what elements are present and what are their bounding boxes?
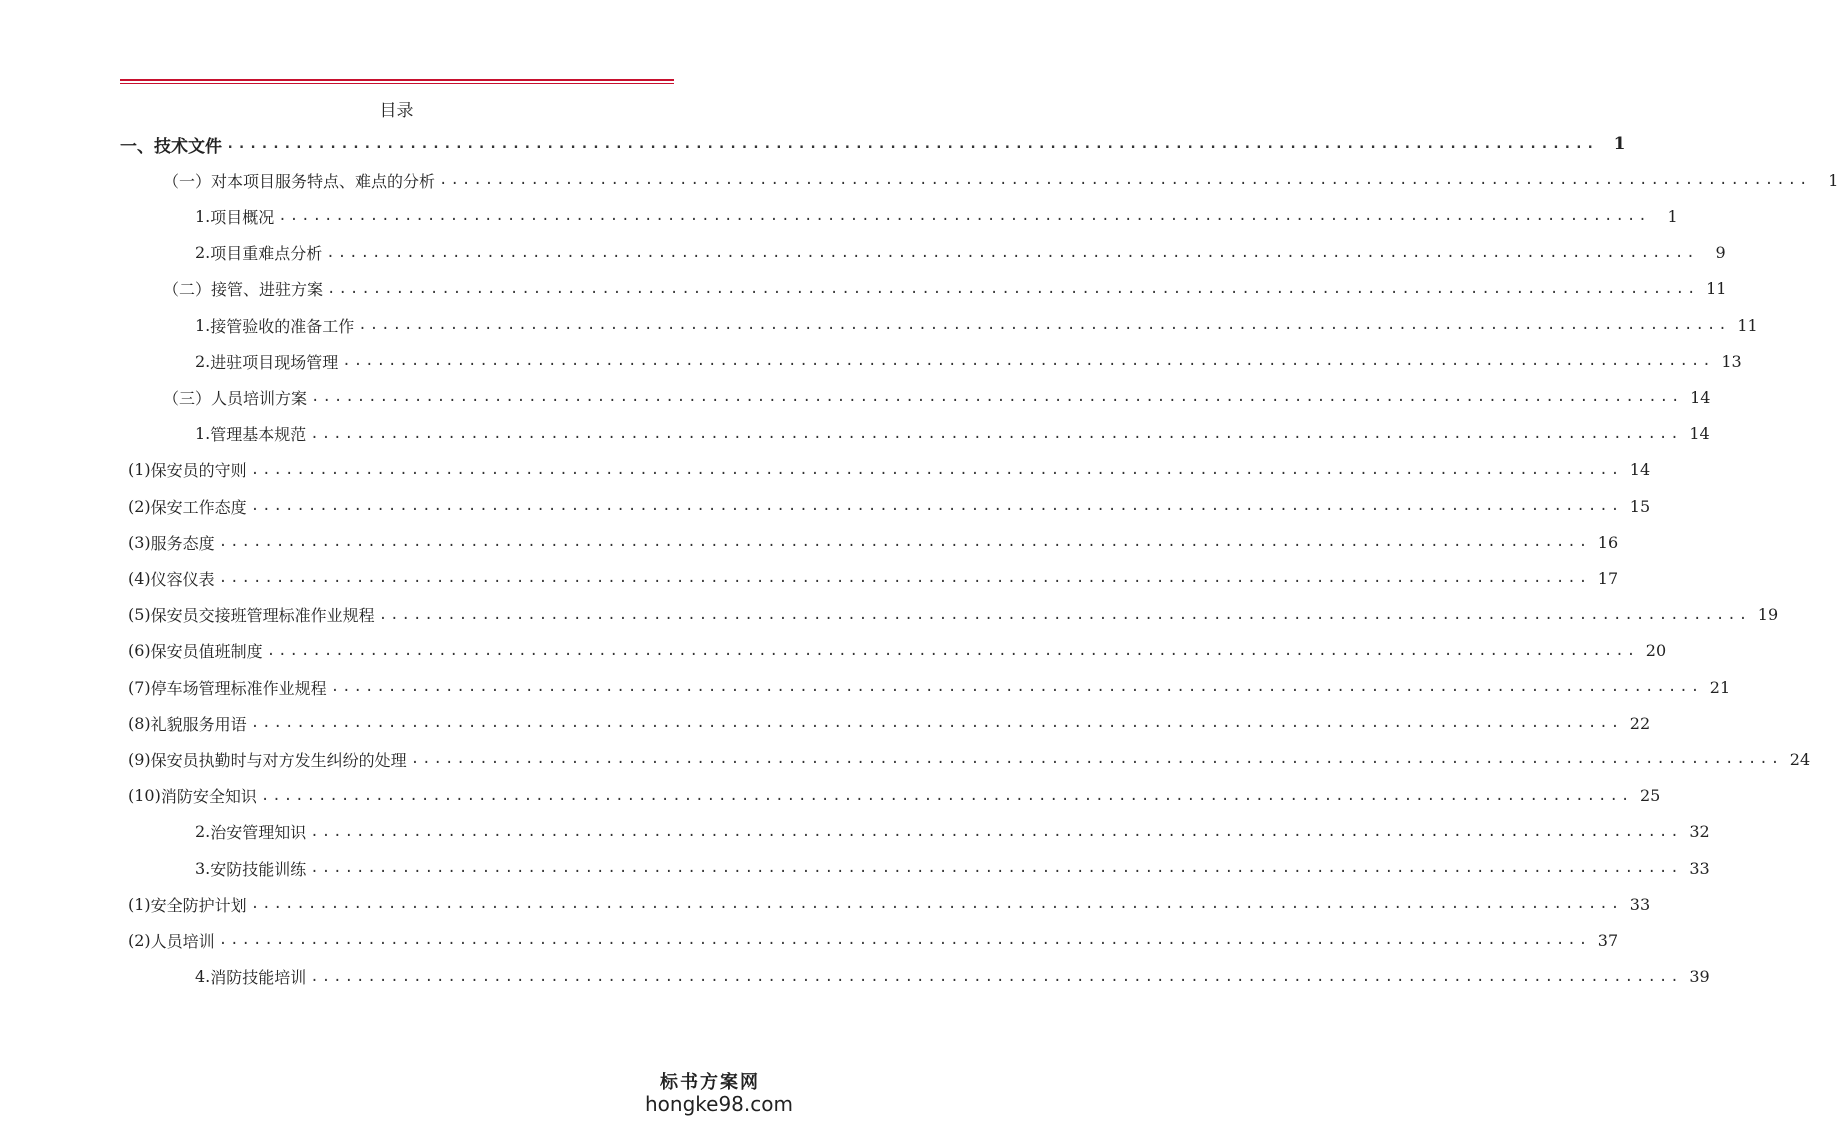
toc-leader-dots: ........................................................................................................................ [342,353,1714,370]
toc-entry-page: 32 [1689,822,1710,842]
toc-entry-page: 14 [1689,424,1710,444]
toc-entry[interactable] [195,198,1678,234]
toc-entry-page: 1 [1828,170,1838,190]
toc-entry-number: (4) [128,568,151,588]
watermark-logo: 标书方案网 [660,1072,760,1093]
toc-entry-page: 33 [1689,858,1710,878]
toc-entry-text: 对本项目服务特点、难点的分析 [211,171,436,191]
toc-entry-text: 进驻项目现场管理 [210,352,339,372]
toc-leader-dots: ........................................................................................................................ [310,860,1682,876]
toc-entry-page: 19 [1757,605,1779,625]
toc-title: 目录 [379,101,414,121]
toc-entry-page: 9 [1715,243,1726,263]
toc-entry-number: (8) [128,713,151,733]
toc-entry[interactable] [128,597,1779,633]
toc-entry-number: (10) [128,786,161,806]
toc-entry-number: 1. [195,424,211,444]
toc-leader-dots: ........................................................................................................................ [250,715,1623,732]
toc-entry-text: 技术文件 [154,136,222,157]
toc-leader-dots: ........................................................................................................................ [226,136,1598,152]
toc-entry[interactable] [128,741,1811,777]
toc-entry-text: 保安员值班制度 [150,642,263,662]
toc-leader-dots: ........................................................................................................................ [310,968,1682,985]
toc-entry-text: 人员培训方案 [211,388,308,408]
toc-entry-text: 服务态度 [150,533,215,553]
toc-entry-page: 15 [1629,496,1651,516]
toc-entry-page: 11 [1737,315,1758,335]
toc-entry[interactable] [128,560,1619,596]
toc-entry-page: 1 [1667,206,1678,226]
toc-entry-text: 保安员执勤时与对方发生纠纷的处理 [150,750,407,770]
toc-entry-number: 1. [195,315,211,335]
toc-entry-number: (1) [128,894,151,914]
toc-leader-dots: ........................................................................................................................ [250,498,1623,514]
toc-entry-page: 22 [1629,713,1651,733]
toc-leader-dots: ........................................................................................................................ [310,425,1682,442]
toc-leader-dots: ........................................................................................................................ [278,208,1650,225]
toc-entry[interactable] [128,452,1651,488]
toc-entry-number: 2. [195,351,211,371]
toc-entry-page: 20 [1645,641,1667,661]
toc-entry-page: 11 [1706,279,1727,299]
toc-entry-text: 人员培训 [150,931,215,951]
toc-entry-page: 25 [1639,786,1661,806]
toc-entry[interactable] [128,705,1651,741]
toc-entry[interactable] [128,778,1661,814]
toc-entry-page: 24 [1789,749,1811,769]
toc-leader-dots: ........................................................................................................................ [358,317,1730,333]
toc-entry-number: (2) [128,930,151,950]
toc-entry[interactable] [128,488,1651,524]
toc-entry-text: 接管、进驻方案 [211,280,324,300]
toc-entry-number: 3. [195,858,211,878]
toc-leader-dots: ........................................................................................................................ [326,244,1698,261]
toc-entry-number: (3) [128,532,151,552]
toc-entry[interactable] [128,886,1651,922]
watermark-url: hongke98.com [645,1092,793,1116]
toc-entry-page: 14 [1629,460,1651,480]
toc-entry-number: （二） [163,280,212,300]
toc-entry-page: 39 [1689,967,1710,987]
toc-entry[interactable] [163,162,1838,198]
toc-entry-text: 项目重难点分析 [210,244,323,264]
toc-entry-number: (2) [128,496,151,516]
toc-entry-page: 13 [1721,351,1742,371]
toc-entry-text: 接管验收的准备工作 [210,316,355,336]
toc-entry[interactable] [195,416,1710,452]
toc-leader-dots: ........................................................................................................................ [218,570,1591,587]
toc-entry-number: (9) [128,749,151,769]
toc-entry-text: 保安员交接班管理标准作业规程 [150,606,375,626]
toc-entry-number: （三） [163,388,212,408]
toc-leader-dots: ........................................................................................................................ [266,642,1639,659]
toc-entry[interactable] [195,307,1758,343]
toc-entry-text: 消防技能培训 [210,968,307,988]
toc-entry[interactable] [128,669,1731,705]
toc-leader-dots: ........................................................................................................................ [250,896,1623,913]
toc-leader-dots: ........................................................................................................................ [327,280,1699,297]
toc-entry-text: 管理基本规范 [210,425,307,445]
toc-entry-text: 安全防护计划 [150,895,247,915]
toc-entry-text: 礼貌服务用语 [150,714,247,734]
toc-leader-dots: ........................................................................................................................ [218,932,1591,949]
toc-entry-text: 保安工作态度 [150,497,247,517]
toc-entry[interactable] [195,343,1742,379]
toc-entry-number: 4. [195,967,211,987]
toc-entry-number: （一） [163,171,212,191]
toc-entry-number: (7) [128,677,151,697]
toc-entry-text: 消防安全知识 [160,787,257,807]
toc-entry-number: 2. [195,243,211,263]
toc-entry-number: 2. [195,822,211,842]
toc-entry-text: 保安员的守则 [150,461,247,481]
toc-entry-page: 37 [1597,930,1619,950]
toc-entry-text: 停车场管理标准作业规程 [150,678,327,698]
toc-leader-dots: ........................................................................................................................ [250,461,1623,478]
toc-entry[interactable] [195,235,1726,271]
toc-entry-text: 安防技能训练 [210,859,307,879]
toc-entry-number: (5) [128,605,151,625]
toc-entry[interactable] [195,959,1710,995]
toc-leader-dots: ........................................................................................................................ [439,172,1811,189]
header-rule-thick [120,79,674,81]
toc-leader-dots: ........................................................................................................................ [378,606,1751,623]
toc-entry-page: 14 [1690,387,1711,407]
toc-leader-dots: ........................................................................................................................ [260,787,1633,804]
toc-leader-dots: ........................................................................................................................ [218,534,1591,551]
toc-entry[interactable] [128,633,1667,669]
toc-entry-page: 1 [1613,134,1626,154]
toc-entry-text: 仪容仪表 [150,569,215,589]
toc-entry-number: 一、 [120,136,154,157]
toc-entry[interactable] [128,922,1619,958]
toc-leader-dots: ........................................................................................................................ [410,751,1783,768]
toc-entry-page: 17 [1597,568,1619,588]
toc-entry[interactable] [195,814,1710,850]
toc-entry[interactable] [128,524,1619,560]
header-rule-thin [120,83,674,84]
toc-entry[interactable] [163,271,1727,307]
toc-entry-number: (1) [128,460,151,480]
toc-entry-text: 治安管理知识 [210,823,307,843]
toc-entry-page: 16 [1597,532,1619,552]
toc-leader-dots: ........................................................................................................................ [310,823,1682,840]
toc-entry[interactable] [163,379,1711,415]
toc-entry-page: 33 [1629,894,1651,914]
toc-leader-dots: ........................................................................................................................ [311,389,1683,406]
toc-leader-dots: ........................................................................................................................ [330,679,1703,695]
toc-entry[interactable] [120,126,1626,162]
toc-entry[interactable] [195,850,1710,886]
toc-entry-text: 项目概况 [210,207,275,227]
toc-entry-number: 1. [195,206,211,226]
toc-entry-page: 21 [1709,677,1731,697]
toc-entry-number: (6) [128,641,151,661]
